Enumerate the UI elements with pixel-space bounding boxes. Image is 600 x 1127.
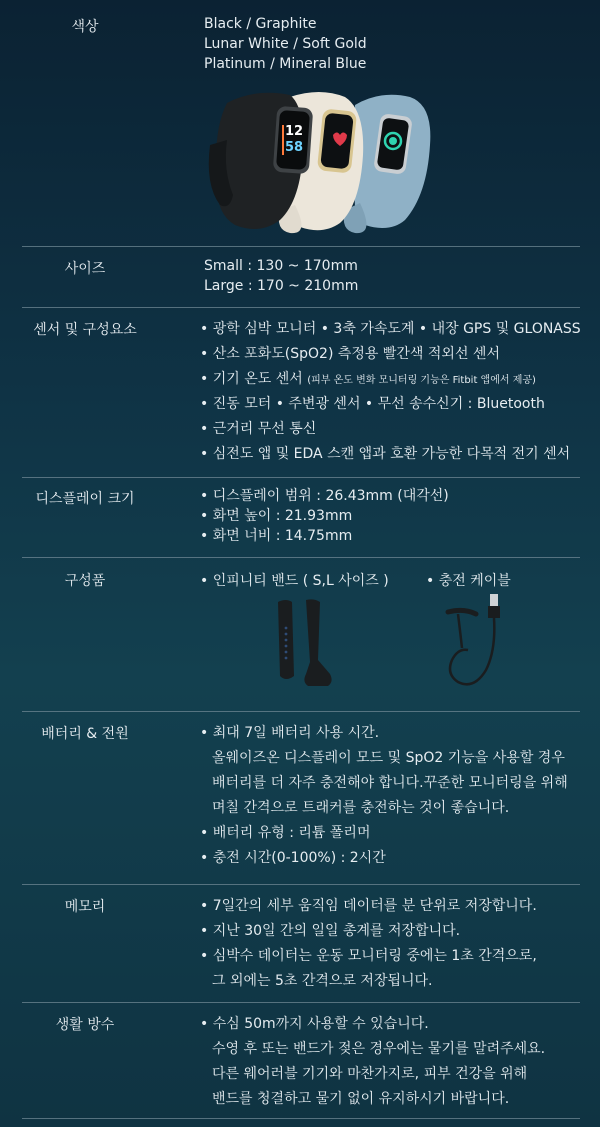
infinity-band-image: [272, 598, 342, 690]
divider: [22, 884, 580, 885]
divider: [22, 711, 580, 712]
charging-cable-image: [438, 590, 518, 700]
size-option: Small : 130 ~ 170mm: [204, 258, 358, 274]
battery-item: • 충전 시간(0-100%) : 2시간: [200, 850, 386, 866]
color-option: Lunar White / Soft Gold: [204, 36, 367, 52]
water-item: 다른 웨어러블 기기와 마찬가지로, 피부 건강을 위해: [212, 1066, 528, 1082]
watch-time-hour: 12: [285, 124, 304, 139]
spec-label: 사이즈: [64, 261, 106, 277]
divider: [22, 246, 580, 247]
memory-item: • 지난 30일 간의 일일 총계를 저장합니다.: [200, 923, 461, 939]
battery-item: 배터리를 더 자주 충전해야 합니다.꾸준한 모니터링을 위해: [212, 775, 568, 791]
display-item: • 디스플레이 범위 : 26.43mm (대각선): [200, 488, 449, 504]
divider: [22, 557, 580, 558]
sensor-item: • 근거리 무선 통신: [200, 421, 317, 437]
sensor-item: • 진동 모터 • 주변광 센서 • 무선 송수신기 : Bluetooth: [200, 396, 545, 412]
sensor-item: • 심전도 앱 및 EDA 스캔 앱과 호환 가능한 다목적 전기 센서: [200, 446, 571, 462]
sensor-item-text: • 기기 온도 센서: [200, 371, 303, 387]
spec-label: 배터리 & 전원: [41, 726, 129, 742]
sensor-item-note: (피부 온도 변화 모니터링 기능은 Fitbit 앱에서 제공): [307, 375, 536, 386]
color-option: Black / Graphite: [204, 16, 317, 32]
divider: [22, 1118, 580, 1119]
size-option: Large : 170 ~ 210mm: [204, 278, 359, 294]
divider: [22, 307, 580, 308]
sensor-item: • 광학 심박 모니터 • 3축 가속도계 • 내장 GPS 및 GLONASS: [200, 321, 581, 337]
component-cable-label: • 충전 케이블: [426, 573, 511, 589]
component-band-label: • 인피니티 밴드 ( S,L 사이즈 ): [200, 573, 389, 589]
memory-item: • 7일간의 세부 움직임 데이터를 분 단위로 저장합니다.: [200, 898, 537, 914]
display-item: • 화면 너비 : 14.75mm: [200, 528, 353, 544]
spec-label: 디스플레이 크기: [35, 491, 135, 507]
divider: [22, 477, 580, 478]
spec-label: 구성품: [64, 573, 106, 589]
display-item: • 화면 높이 : 21.93mm: [200, 508, 353, 524]
battery-item: • 최대 7일 배터리 사용 시간.: [200, 725, 380, 741]
water-item: 수영 후 또는 밴드가 젖은 경우에는 물기를 말려주세요.: [212, 1041, 546, 1057]
spec-label: 메모리: [64, 899, 106, 915]
battery-item: • 배터리 유형 : 리튬 폴리머: [200, 825, 371, 841]
battery-item: 며칠 간격으로 트래커를 충전하는 것이 좋습니다.: [212, 800, 510, 816]
divider: [22, 1002, 580, 1003]
spec-label: 센서 및 구성요소: [33, 322, 137, 338]
color-option: Platinum / Mineral Blue: [204, 56, 367, 72]
water-item: 밴드를 청결하고 물기 없이 유지하시기 바랍니다.: [212, 1091, 510, 1107]
memory-item: • 심박수 데이터는 운동 모니터링 중에는 1초 간격으로,: [200, 948, 537, 964]
spec-label: 생활 방수: [55, 1017, 115, 1033]
water-item: • 수심 50m까지 사용할 수 있습니다.: [200, 1016, 429, 1032]
spec-label: 색상: [71, 19, 99, 35]
memory-item: 그 외에는 5초 간격으로 저장됩니다.: [212, 973, 433, 989]
watch-time-minute: 58: [285, 140, 304, 155]
sensor-item: • 산소 포화도(SpO2) 측정용 빨간색 적외선 센서: [200, 346, 500, 362]
product-watches-image: [205, 85, 440, 235]
battery-item: 올웨이즈온 디스플레이 모드 및 SpO2 기능을 사용할 경우: [212, 750, 565, 766]
sensor-item: [200, 367, 590, 392]
